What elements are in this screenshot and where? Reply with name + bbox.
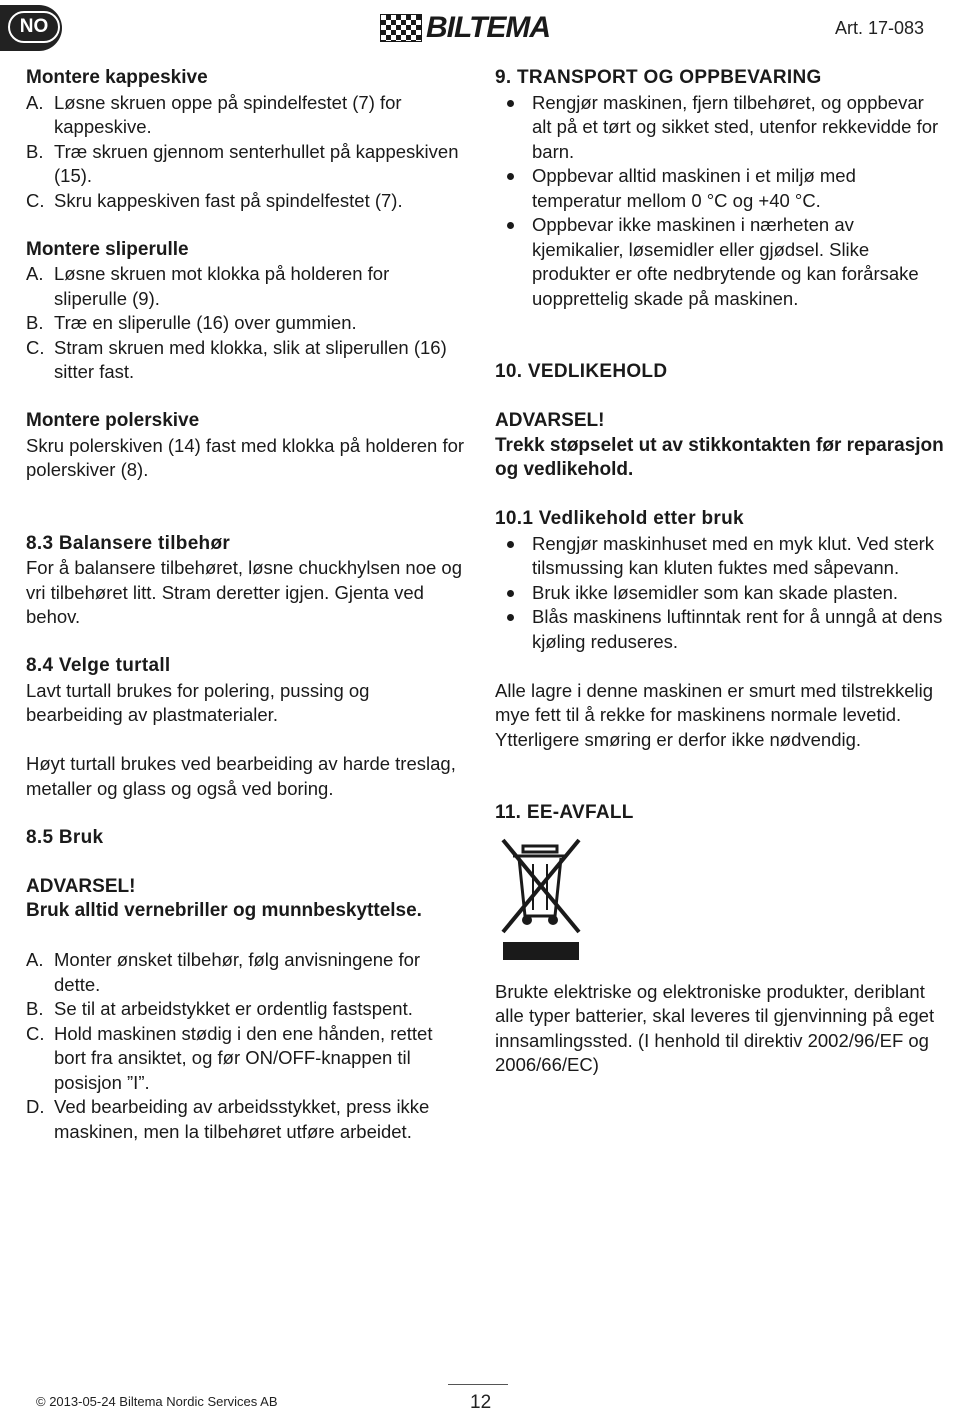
bullet-item: Rengjør maskinhuset med en myk klut. Ved sterk tilsmussing kan kluten fuktes med såpevann. bbox=[495, 532, 945, 581]
list-item: C. Skru kappeskiven fast på spindelfestet (7). bbox=[26, 189, 403, 211]
right-column bbox=[495, 66, 945, 1078]
paragraph: Skru polerskiven (14) fast med klokka på holderen for polerskiver (8). bbox=[26, 434, 465, 480]
section-title: 9. TRANSPORT OG OPPBEVARING bbox=[495, 67, 822, 88]
paragraph: Høyt turtall brukes ved bearbeiding av harde treslag, metaller og glass og også ved boring. bbox=[26, 753, 456, 799]
section-vedlikehold bbox=[495, 360, 945, 752]
bullet-item: Rengjør maskinen, fjern tilbehøret, og oppbevar alt på et tørt og sikket sted, utenfor rekkevidde for barn. bbox=[495, 91, 945, 165]
section-avfall bbox=[495, 801, 945, 1078]
section-title: 8.4 Velge turtall bbox=[26, 655, 171, 676]
brand-name: BILTEMA bbox=[426, 11, 551, 44]
checkered-flag-icon bbox=[380, 14, 422, 42]
list-item: A. Monter ønsket tilbehør, følg anvisningene for dette. bbox=[26, 949, 421, 995]
language-code: NO bbox=[8, 11, 60, 43]
bullet-item: Oppbevar ikke maskinen i nærheten av kjemikalier, løsemidler eller gjødsel. Slike produkter er ofte nedbrytende og kan forårsake uopprettelig skade på maskinen. bbox=[495, 213, 945, 311]
list-item: C. Hold maskinen stødig i den ene hånden, rettet bort fra ansiktet, og før ON/OFF-knappen til posisjon ”I”. bbox=[26, 1022, 433, 1093]
paragraph: Alle lagre i denne maskinen er smurt med tilstrekkelig mye fett til å rekke for maskinens normale levetid. Ytterligere smøring er derfor ikke nødvendig. bbox=[495, 679, 934, 750]
list-item: A. Løsne skruen oppe på spindelfestet (7) for kappeskive. bbox=[26, 91, 402, 137]
section-turtall bbox=[26, 654, 466, 801]
section-polerskive bbox=[26, 409, 466, 483]
warning-text: Trekk støpselet ut av stikkontakten før reparasjon og vedlikehold. bbox=[495, 434, 944, 480]
warning-title: ADVARSEL! bbox=[495, 410, 605, 431]
page-number: 12 bbox=[470, 1392, 492, 1413]
section-title: 11. EE-AVFALL bbox=[495, 802, 634, 823]
copyright: © 2013-05-24 Biltema Nordic Services AB bbox=[36, 1394, 278, 1409]
crossed-out-bin-icon bbox=[495, 836, 585, 966]
language-badge bbox=[0, 5, 62, 51]
article-number: Art. 17-083 bbox=[834, 18, 924, 38]
section-title: Montere sliperulle bbox=[26, 238, 189, 260]
paragraph: For å balansere tilbehøret, løsne chuckhylsen noe og vri tilbehøret litt. Stram deretter igjen. Gjenta ved behov. bbox=[26, 557, 463, 627]
section-title: Montere polerskive bbox=[26, 410, 200, 431]
bullet-item: Oppbevar alltid maskinen i et miljø med temperatur mellom 0 °C og +40 °C. bbox=[495, 164, 945, 213]
warning-title: ADVARSEL! bbox=[26, 875, 136, 897]
section-title: 10. VEDLIKEHOLD bbox=[495, 361, 668, 382]
list-item: B. Se til at arbeidstykket er ordentlig fastspent. bbox=[26, 998, 413, 1019]
section-title: Montere kappeskive bbox=[26, 67, 208, 88]
warning-text: Bruk alltid vernebriller og munnbeskyttelse. bbox=[26, 900, 422, 921]
section-sliperulle bbox=[26, 238, 466, 385]
list-item: B. Træ en sliperulle (16) over gummien. bbox=[26, 312, 357, 333]
section-title: 8.5 Bruk bbox=[26, 826, 104, 848]
brand-logo bbox=[380, 11, 551, 44]
bullet-item: Blås maskinens luftinntak rent for å unngå at dens kjøling reduseres. bbox=[495, 605, 945, 654]
paragraph: Brukte elektriske og elektroniske produkter, deriblant alle typer batterier, skal leveres til gjenvinning på eget innsamlingssted. (I henhold til direktiv 2002/96/EF og 2006/66/EC) bbox=[495, 980, 935, 1075]
list-item: B. Træ skruen gjennom senterhullet på kappeskiven (15). bbox=[26, 140, 459, 186]
list-item: D. Ved bearbeiding av arbeidsstykket, press ikke maskinen, men la tilbehøret utføre arbeidet. bbox=[26, 1096, 430, 1142]
paragraph: Lavt turtall brukes for polering, pussing og bearbeiding av plastmaterialer. bbox=[26, 679, 370, 725]
subsection-title: 10.1 Vedlikehold etter bruk bbox=[495, 508, 744, 529]
left-column bbox=[26, 66, 466, 1144]
list-item: C. Stram skruen med klokka, slik at sliperullen (16) sitter fast. bbox=[26, 336, 447, 382]
section-kappeskive bbox=[26, 66, 466, 213]
section-balansere bbox=[26, 532, 466, 630]
footer-divider bbox=[448, 1384, 508, 1385]
section-title: 8.3 Balansere tilbehør bbox=[26, 532, 231, 554]
bullet-item: Bruk ikke løsemidler som kan skade plasten. bbox=[495, 581, 945, 606]
section-bruk bbox=[26, 826, 466, 1145]
section-transport bbox=[495, 66, 945, 311]
list-item: A. Løsne skruen mot klokka på holderen for sliperulle (9). bbox=[26, 263, 390, 309]
